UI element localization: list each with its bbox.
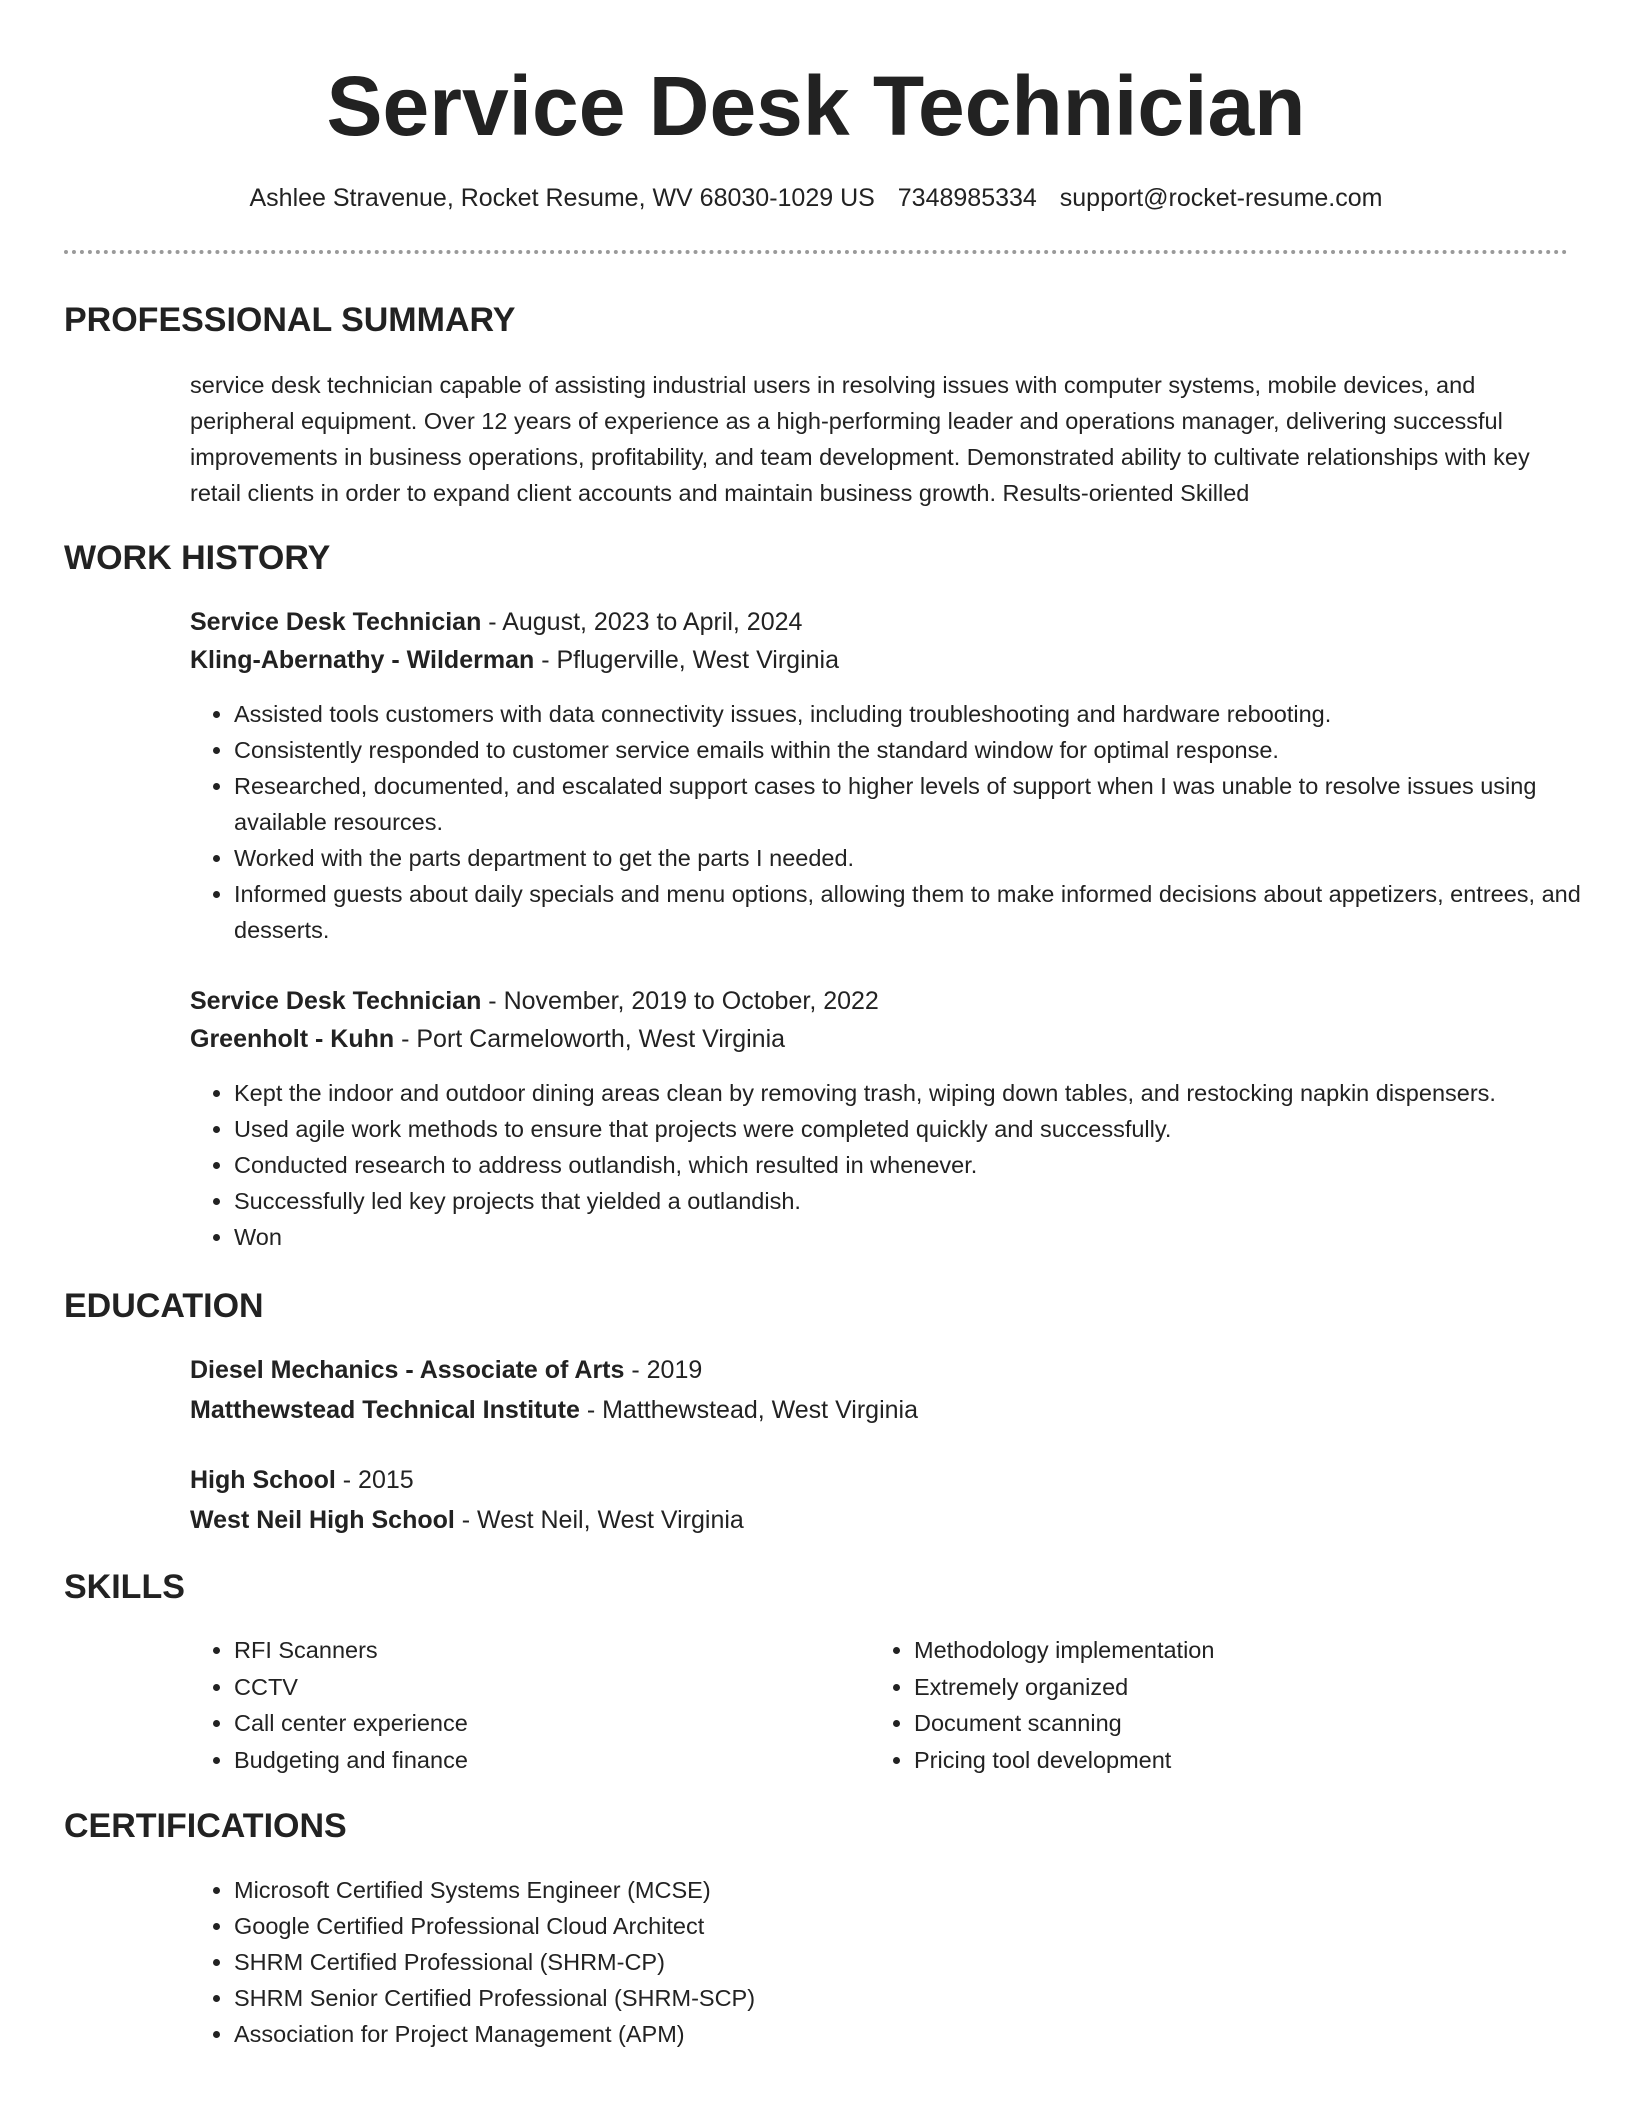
education-1-degree-line: [190, 1353, 702, 1387]
education-2-year: - 2015: [335, 1466, 414, 1494]
list-item: • Informed guests about daily specials and menu options, allowing them to make informed decisions about appetizers, entrees, and desserts.: [234, 876, 1624, 948]
list-item: • RFI Scanners: [234, 1632, 854, 1669]
job-2-company: Greenholt - Kuhn: [190, 1025, 395, 1053]
job-1-title-line: [190, 605, 802, 639]
list-item: • Extremely organized: [914, 1669, 1534, 1706]
list-item: • Association for Project Management (APM): [234, 2016, 1624, 2052]
education-1-school-line: [190, 1393, 918, 1427]
work-history-heading: WORK HISTORY: [64, 539, 331, 577]
job-1-company-line: [190, 643, 839, 677]
job-1-company: Kling-Abernathy - Wilderman: [190, 646, 535, 674]
list-item: • Kept the indoor and outdoor dining areas clean by removing trash, wiping down tables, and restocking napkin dispensers.: [234, 1075, 1624, 1111]
job-1-bullets: [190, 696, 1624, 948]
list-item: • Conducted research to address outlandish, which resulted in whenever.: [234, 1147, 1624, 1183]
summary-heading: PROFESSIONAL SUMMARY: [64, 301, 516, 339]
job-1-role: Service Desk Technician: [190, 608, 482, 636]
skills-left-list: [190, 1632, 854, 1778]
education-2-degree-line: [190, 1463, 414, 1497]
education-1-degree: Diesel Mechanics - Associate of Arts: [190, 1356, 625, 1384]
job-2-location: - Port Carmeloworth, West Virginia: [394, 1025, 786, 1053]
job-2-bullets: [190, 1075, 1624, 1255]
list-item: • SHRM Senior Certified Professional (SHRM-SCP): [234, 1980, 1624, 2016]
resume-title: Service Desk Technician: [326, 59, 1306, 153]
education-2-school-line: [190, 1503, 744, 1537]
education-2-school: West Neil High School: [190, 1506, 455, 1534]
education-2-degree: High School: [190, 1466, 336, 1494]
list-item: • SHRM Certified Professional (SHRM-CP): [234, 1944, 1624, 1980]
education-1-location: - Matthewstead, West Virginia: [579, 1396, 919, 1424]
list-item: • Won: [234, 1219, 1624, 1255]
job-1-location: - Pflugerville, West Virginia: [534, 646, 839, 674]
contact-email: support@rocket-resume.com: [1059, 184, 1383, 212]
skills-heading: SKILLS: [64, 1568, 185, 1606]
list-item: • Successfully led key projects that yielded a outlandish.: [234, 1183, 1624, 1219]
job-2-dates: - November, 2019 to October, 2022: [481, 987, 879, 1015]
list-item: • CCTV: [234, 1669, 854, 1706]
contact-phone: 7348985334: [897, 184, 1037, 212]
list-item: • Consistently responded to customer service emails within the standard window for optimal response.: [234, 732, 1624, 768]
list-item: • Google Certified Professional Cloud Architect: [234, 1908, 1624, 1944]
education-1-school: Matthewstead Technical Institute: [190, 1396, 580, 1424]
list-item: • Methodology implementation: [914, 1632, 1534, 1669]
certifications-heading: CERTIFICATIONS: [64, 1807, 347, 1845]
list-item: • Microsoft Certified Systems Engineer (MCSE): [234, 1872, 1624, 1908]
list-item: • Researched, documented, and escalated support cases to higher levels of support when I was unable to resolve issues using available resources.: [234, 768, 1624, 840]
header-divider: [64, 250, 1568, 254]
list-item: • Pricing tool development: [914, 1742, 1534, 1779]
contact-address: Ashlee Stravenue, Rocket Resume, WV 68030-1029 US: [249, 184, 875, 212]
list-item: • Call center experience: [234, 1705, 854, 1742]
list-item: • Document scanning: [914, 1705, 1534, 1742]
job-2-company-line: [190, 1022, 785, 1056]
job-2-role: Service Desk Technician: [190, 987, 482, 1015]
job-1-dates: - August, 2023 to April, 2024: [481, 608, 803, 636]
list-item: • Used agile work methods to ensure that projects were completed quickly and successfully.: [234, 1111, 1624, 1147]
contact-line: [0, 182, 1632, 214]
education-2-location: - West Neil, West Virginia: [454, 1506, 744, 1534]
certifications-list: [190, 1872, 1624, 2052]
list-item: • Worked with the parts department to get the parts I needed.: [234, 840, 1624, 876]
list-item: • Budgeting and finance: [234, 1742, 854, 1779]
job-2-title-line: [190, 984, 879, 1018]
skills-right-list: [870, 1632, 1534, 1778]
education-1-year: - 2019: [624, 1356, 703, 1384]
summary-text: service desk technician capable of assisting industrial users in resolving issues with computer systems, mobile devices, and peripheral equipment. Over 12 years of experience as a high-performing leader and operations manager, delivering successful improvements in business operations, profitability, and team development. Demonstrated ability to cultivate relationships with key retail clients in order to expand client accounts and maintain business growth. Results-oriented Skilled: [190, 372, 1530, 506]
education-heading: EDUCATION: [64, 1287, 264, 1325]
list-item: • Assisted tools customers with data connectivity issues, including troubleshooting and hardware rebooting.: [234, 696, 1624, 732]
